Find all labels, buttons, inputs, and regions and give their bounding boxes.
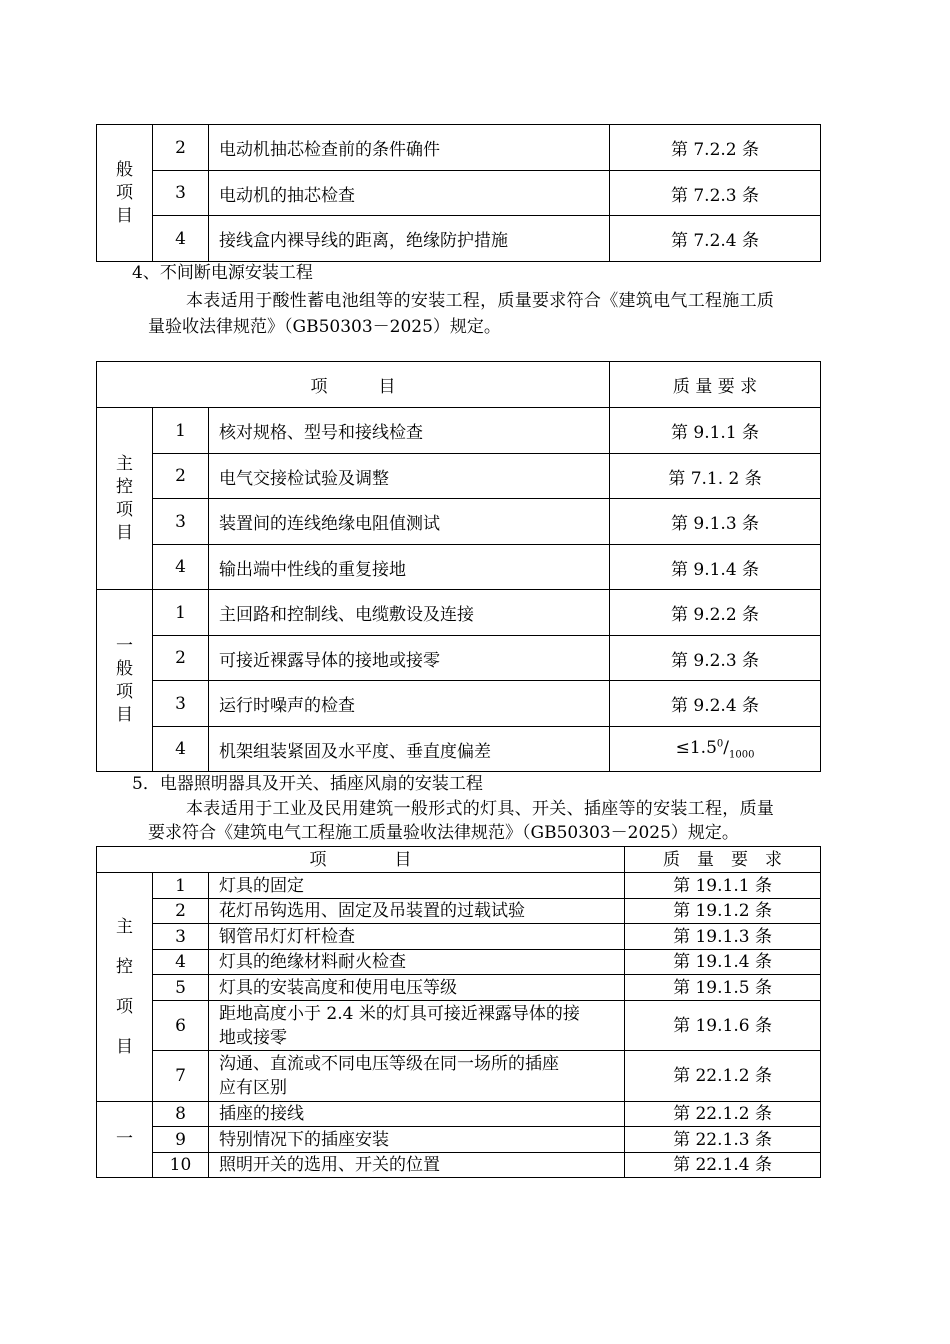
row-req: 第 7.1. 2 条 [610,454,821,499]
row-req: 第 7.2.3 条 [610,171,821,216]
row-num: 4 [153,216,209,262]
row-item: 装置间的连线绝缘电阻值测试 [209,499,610,545]
row-item: 特别情况下的插座安装 [209,1127,625,1153]
row-item-line: 地或接零 [219,1027,287,1048]
row-req: 第 22.1.2 条 [625,1051,821,1102]
row-num: 1 [153,873,209,899]
row-req: 第 22.1.3 条 [625,1127,821,1153]
row-num: 4 [153,545,209,590]
row-req: 第 19.1.1 条 [625,873,821,899]
tolerance-sep: / [723,737,729,758]
row-req: 第 19.1.5 条 [625,975,821,1001]
row-req: 第 19.1.6 条 [625,1001,821,1051]
row-item: 核对规格、型号和接线检查 [209,408,610,454]
row-item: 主回路和控制线、电缆敷设及连接 [209,590,610,636]
group-char: 般 [116,159,133,180]
table-ups [96,361,821,772]
group-char: 般 [116,658,133,679]
group-char: 控 [116,957,133,977]
row-item: 灯具的绝缘材料耐火检查 [209,950,625,975]
section4-paragraph-line2: 量验收法律规范》（GB50303－2025）规定。 [148,317,501,337]
header-requirement: 质 量 要 求 [625,847,821,873]
row-item: 灯具的固定 [209,873,625,899]
row-req: 第 9.2.3 条 [610,636,821,681]
tolerance-sub: 1000 [729,749,755,761]
group-char: 控 [116,476,133,497]
row-item: 电动机的抽芯检查 [209,171,610,216]
group-char: 主 [116,453,133,474]
row-num: 2 [153,899,209,924]
row-num: 3 [153,924,209,950]
row-req: 第 9.2.2 条 [610,590,821,636]
row-req: 第 9.1.3 条 [610,499,821,545]
row-req: 第 19.1.4 条 [625,950,821,975]
row-num: 2 [153,125,209,171]
row-item: 插座的接线 [209,1102,625,1127]
row-num: 9 [153,1127,209,1153]
row-num: 7 [153,1051,209,1102]
row-req: 第 19.1.3 条 [625,924,821,950]
section4-heading: 4、不间断电源安装工程 [132,263,313,283]
row-req: 第 9.1.4 条 [610,545,821,590]
group-char: 项 [116,997,133,1017]
group-char: 目 [116,205,133,226]
row-item-line: 沟通、直流或不同电压等级在同一场所的插座 [219,1054,559,1074]
row-item: 电气交接检试验及调整 [209,454,610,499]
row-num: 8 [153,1102,209,1127]
table-motor-general [96,124,821,262]
row-item: 输出端中性线的重复接地 [209,545,610,590]
header-requirement: 质 量 要 求 [610,362,821,408]
row-item: 运行时噪声的检查 [209,681,610,727]
row-req: 第 22.1.2 条 [625,1102,821,1127]
group-label-main [97,408,153,590]
row-item: 灯具的安装高度和使用电压等级 [209,975,625,1001]
row-item: 花灯吊钩选用、固定及吊装置的过载试验 [209,899,625,924]
row-num: 1 [153,590,209,636]
group-char: 目 [116,704,133,725]
group-char: 项 [116,499,133,520]
row-num: 3 [153,171,209,216]
group-char: 一 [116,635,133,656]
row-item-multiline [209,1051,625,1102]
row-item: 接线盒内裸导线的距离，绝缘防护措施 [209,216,610,262]
section5-paragraph-line1: 本表适用于工业及民用建筑一般形式的灯具、开关、插座等的安装工程，质量 [186,799,775,819]
section4-paragraph-line1: 本表适用于酸性蓄电池组等的安装工程，质量要求符合《建筑电气工程施工质 [186,291,775,311]
row-item-line: 应有区别 [219,1078,287,1098]
row-req: 第 7.2.4 条 [610,216,821,262]
row-req-tolerance [610,727,821,772]
row-num: 10 [153,1153,209,1178]
tolerance-sup: 0 [716,738,724,750]
group-char: 目 [116,522,133,543]
header-item: 项 目 [97,362,610,408]
group-label-general [97,1102,153,1178]
header-item: 项 目 [97,847,625,873]
group-label-general [97,125,153,262]
section5-heading: 5．电器照明器具及开关、插座风扇的安装工程 [132,774,483,794]
group-char: 一 [116,1129,133,1149]
row-num: 1 [153,408,209,454]
row-num: 2 [153,454,209,499]
row-req: 第 19.1.2 条 [625,899,821,924]
row-item-multiline [209,1001,625,1051]
row-item: 机架组装紧固及水平度、垂直度偏差 [209,727,610,772]
row-num: 4 [153,950,209,975]
row-req: 第 9.2.4 条 [610,681,821,727]
row-item: 电动机抽芯检查前的条件确件 [209,125,610,171]
row-item: 照明开关的选用、开关的位置 [209,1153,625,1178]
section5-paragraph-line2: 要求符合《建筑电气工程施工质量验收法律规范》（GB50303－2025）规定。 [148,823,739,843]
row-num: 3 [153,681,209,727]
row-item: 钢管吊灯灯杆检查 [209,924,625,950]
table-lighting [96,846,821,1178]
row-item-line: 距地高度小于 2.4 米的灯具可接近裸露导体的接 [219,1003,580,1024]
row-item: 可接近裸露导体的接地或接零 [209,636,610,681]
row-num: 2 [153,636,209,681]
row-num: 4 [153,727,209,772]
group-char: 项 [116,182,133,203]
group-label-main [97,873,153,1102]
group-char: 目 [116,1037,133,1057]
row-req: 第 7.2.2 条 [610,125,821,171]
tolerance-value: ≤1.5 [675,737,717,758]
group-label-general [97,590,153,772]
row-num: 6 [153,1001,209,1051]
row-num: 3 [153,499,209,545]
row-num: 5 [153,975,209,1001]
row-req: 第 22.1.4 条 [625,1153,821,1178]
row-req: 第 9.1.1 条 [610,408,821,454]
group-char: 主 [116,917,133,937]
group-char: 项 [116,681,133,702]
